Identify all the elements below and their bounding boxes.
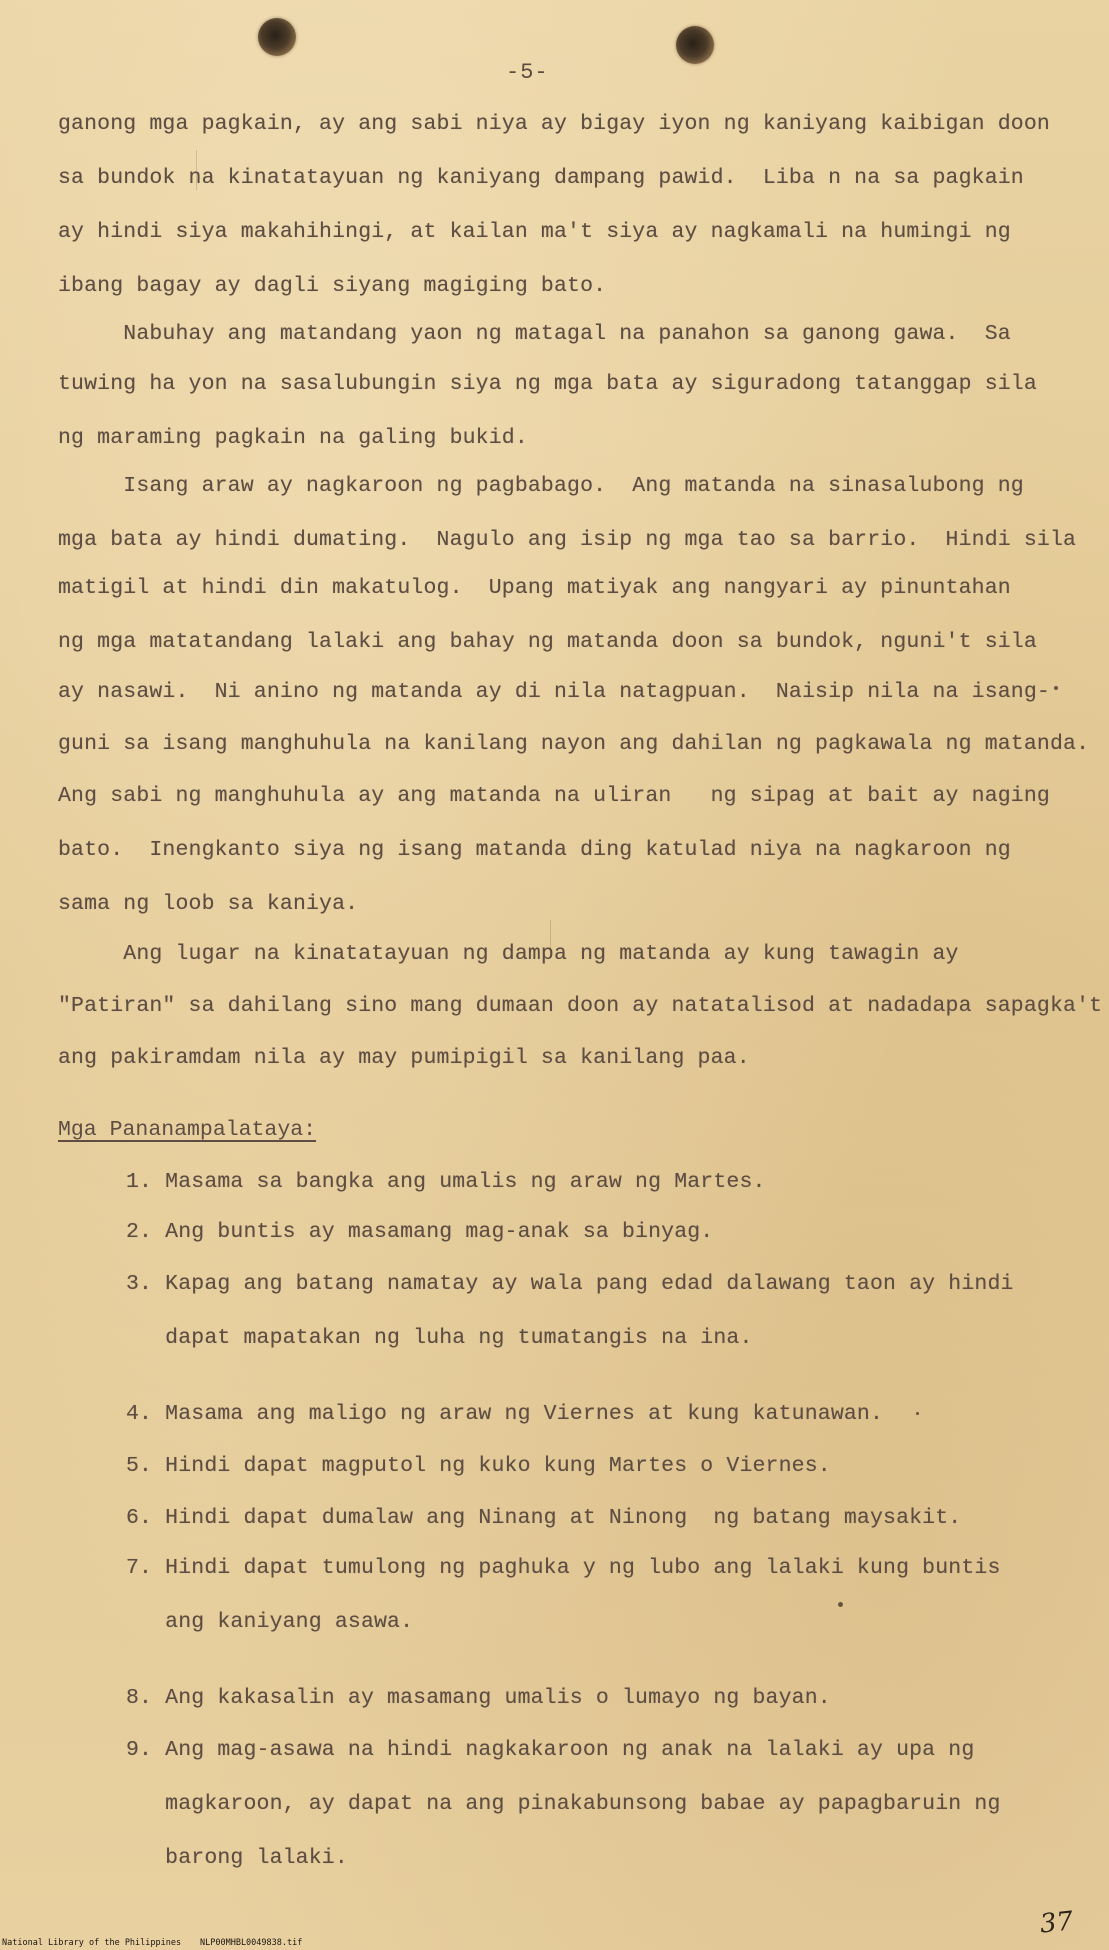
punch-hole (676, 26, 714, 64)
footer-source: National Library of the Philippines (2, 1938, 182, 1948)
body-text-line: ay nasawi. Ni anino ng matanda ay di nila natagpuan. Naisip nila na isang- (58, 680, 1050, 704)
footer-filename: NLP00MHBL0049838.tif (200, 1938, 303, 1948)
belief-item-continuation: barong lalaki. (126, 1846, 348, 1870)
belief-item-continuation: magkaroon, ay dapat na ang pinakabunsong babae ay papagbaruin ng (126, 1792, 1001, 1816)
belief-item: 4. Masama ang maligo ng araw ng Viernes at kung katunawan. (126, 1402, 884, 1426)
body-text-line: ang pakiramdam nila ay may pumipigil sa kanilang paa. (58, 1046, 750, 1070)
section-heading: Mga Pananampalataya: (58, 1118, 317, 1142)
belief-item: 2. Ang buntis ay masamang mag-anak sa binyag. (126, 1220, 714, 1244)
belief-item: 3. Kapag ang batang namatay ay wala pang edad dalawang taon ay hindi (126, 1272, 1014, 1296)
body-text-line: sama ng loob sa kaniya. (58, 892, 359, 916)
body-text-line: guni sa isang manghuhula na kanilang nayon ang dahilan ng pagkawala ng matanda. (58, 732, 1090, 756)
body-text-line: sa bundok na kinatatayuan ng kaniyang dampang pawid. Liba n na sa pagkain (58, 166, 1024, 190)
body-text-line: ganong mga pagkain, ay ang sabi niya ay bigay iyon ng kaniyang kaibigan doon (58, 112, 1050, 136)
belief-item: 7. Hindi dapat tumulong ng paghuka y ng lubo ang lalaki kung buntis (126, 1556, 1001, 1580)
ink-speck (1054, 686, 1058, 690)
body-text-line: tuwing ha yon na sasalubungin siya ng mga bata ay siguradong tatanggap sila (58, 372, 1037, 396)
body-text-line: bato. Inengkanto siya ng isang matanda ding katulad niya na nagkaroon ng (58, 838, 1011, 862)
body-text-line: "Patiran" sa dahilang sino mang dumaan doon ay natatalisod at nadadapa sapagka't (58, 994, 1103, 1018)
belief-item: 5. Hindi dapat magputol ng kuko kung Martes o Viernes. (126, 1454, 831, 1478)
ink-speck (838, 1602, 843, 1607)
body-text-line: mga bata ay hindi dumating. Nagulo ang isip ng mga tao sa barrio. Hindi sila (58, 528, 1077, 552)
body-text-line: Ang lugar na kinatatayuan ng dampa ng matanda ay kung tawagin ay (58, 942, 959, 966)
body-text-line: Ang sabi ng manghuhula ay ang matanda na uliran ng sipag at bait ay naging (58, 784, 1050, 808)
belief-item-continuation: dapat mapatakan ng luha ng tumatangis na ina. (126, 1326, 753, 1350)
page-number: -5- (506, 60, 549, 85)
body-text-line: matigil at hindi din makatulog. Upang matiyak ang nangyari ay pinuntahan (58, 576, 1011, 600)
punch-hole (258, 18, 296, 56)
body-text-line: ng mga matatandang lalaki ang bahay ng matanda doon sa bundok, nguni't sila (58, 630, 1037, 654)
body-text-line: Isang araw ay nagkaroon ng pagbabago. Ang matanda na sinasalubong ng (58, 474, 1024, 498)
body-text-line: ibang bagay ay dagli siyang magiging bato. (58, 274, 607, 298)
belief-item: 6. Hindi dapat dumalaw ang Ninang at Ninong ng batang maysakit. (126, 1506, 962, 1530)
belief-item-continuation: ang kaniyang asawa. (126, 1610, 414, 1634)
belief-item: 9. Ang mag-asawa na hindi nagkakaroon ng anak na lalaki ay upa ng (126, 1738, 975, 1762)
belief-item: 1. Masama sa bangka ang umalis ng araw ng Martes. (126, 1170, 766, 1194)
body-text-line: ng maraming pagkain na galing bukid. (58, 426, 528, 450)
belief-item: 8. Ang kakasalin ay masamang umalis o lumayo ng bayan. (126, 1686, 831, 1710)
ink-speck (916, 1412, 919, 1415)
handwritten-page-number: 37 (1038, 1906, 1075, 1940)
body-text-line: Nabuhay ang matandang yaon ng matagal na panahon sa ganong gawa. Sa (58, 322, 1011, 346)
scan-footer (0, 1936, 1109, 1950)
body-text-line: ay hindi siya makahihingi, at kailan ma't siya ay nagkamali na humingi ng (58, 220, 1011, 244)
